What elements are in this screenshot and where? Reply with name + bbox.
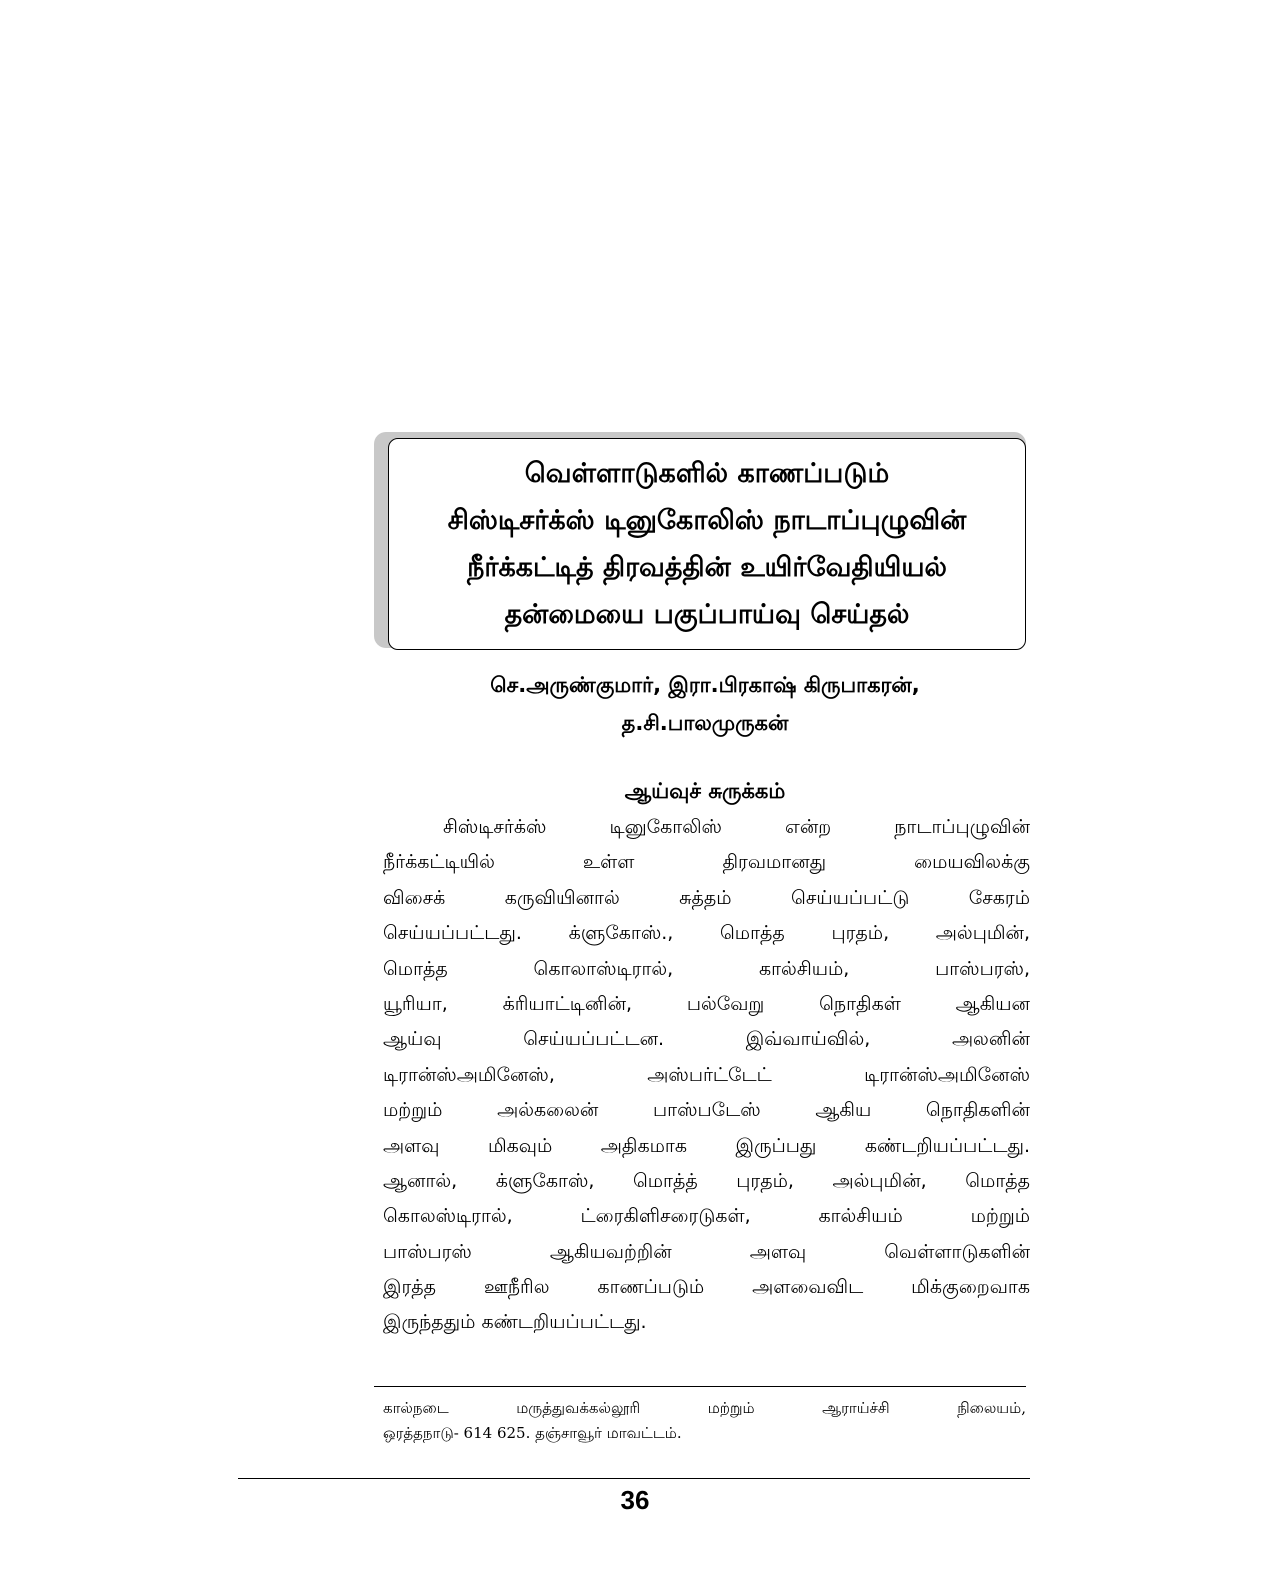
page-footer-divider [238,1478,1030,1479]
abstract-line: இருந்ததும் கண்டறியப்பட்டது. [383,1311,647,1334]
abstract-line: செய்யப்பட்டது. க்ளுகோஸ்., மொத்த புரதம், அல்புமின், [383,922,1030,945]
footnote-divider [374,1386,1026,1387]
footnote [383,1396,1026,1446]
title-line-1: வெள்ளாடுகளில் காணப்படும் [524,458,890,489]
authors-line-1: செ.அருண்குமார், இரா.பிரகாஷ் கிருபாகரன், [490,673,920,697]
abstract-line: மொத்த கொலாஸ்டிரால், கால்சியம், பாஸ்பரஸ், [383,957,1030,980]
title-line-4: தன்மையை பகுப்பாய்வு செய்தல் [504,599,910,630]
authors-line-2: த.சி.பாலமுருகன் [621,711,789,735]
abstract-line: யூரியா, க்ரியாட்டினின், பல்வேறு நொதிகள் ஆகியன [383,992,1030,1015]
authors [380,666,1030,742]
footnote-line-2: ஒரத்தநாடு- 614 625. தஞ்சாவூர் மாவட்டம். [383,1424,682,1442]
abstract-line: நீர்க்கட்டியில் உள்ள திரவமானது மையவிலக்கு [383,851,1030,874]
abstract-line: இரத்த ஊநீரில காணப்படும் அளவைவிட மிக்குறைவாக [383,1276,1030,1299]
title-line-3: நீர்க்கட்டித் திரவத்தின் உயிர்வேதியியல் [467,552,947,583]
abstract-line: ஆய்வு செய்யப்பட்டன. இவ்வாய்வில், அலனின் [383,1028,1030,1051]
abstract-line: மற்றும் அல்கலைன் பாஸ்படேஸ் ஆகிய நொதிகளின் [383,1099,1030,1122]
abstract-line: ஆனால், க்ளுகோஸ், மொத்த் புரதம், அல்புமின், மொத்த [383,1169,1030,1192]
page-number: 36 [620,1485,650,1515]
footnote-line-1: கால்நடை மருத்துவக்கல்லூரி மற்றும் ஆராய்ச்சி நிலையம், [383,1399,1026,1417]
abstract-body [383,810,1030,1341]
abstract-line: டிரான்ஸ்அமினேஸ், அஸ்பர்ட்டேட் டிரான்ஸ்அமினேஸ் [383,1063,1030,1086]
abstract-line: விசைக் கருவியினால் சுத்தம் செய்யப்பட்டு சேகரம் [383,886,1030,909]
abstract-heading: ஆய்வுச் சுருக்கம் [624,779,786,803]
abstract-line: அளவு மிகவும் அதிகமாக இருப்பது கண்டறியப்பட்டது. [383,1134,1030,1157]
abstract-line: சிஸ்டிசர்க்ஸ் டினுகோலிஸ் என்ற நாடாப்புழுவின் [443,816,1030,838]
abstract-line: கொலஸ்டிரால், ட்ரைகிளிசரைடுகள், கால்சியம் மற்றும் [383,1205,1030,1228]
title-line-2: சிஸ்டிசர்க்ஸ் டினுகோலிஸ் நாடாப்புழுவின் [447,505,967,536]
abstract-line: பாஸ்பரஸ் ஆகியவற்றின் அளவு வெள்ளாடுகளின் [383,1240,1030,1263]
title-box [388,438,1026,650]
